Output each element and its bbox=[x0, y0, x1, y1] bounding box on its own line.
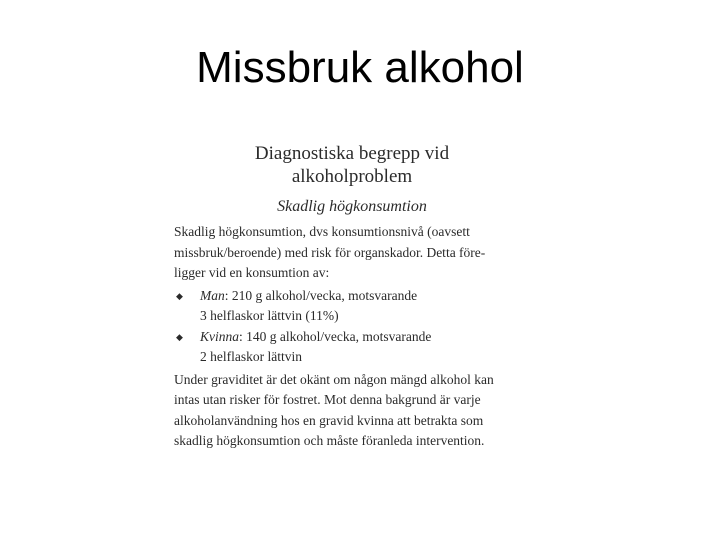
excerpt-subheading: Skadlig högkonsumtion bbox=[277, 198, 427, 215]
paragraph-line: skadlig högkonsumtion och måste föranleda intervention. bbox=[174, 433, 485, 448]
bullet-term: Man bbox=[200, 287, 225, 303]
excerpt-heading-line: Diagnostiska begrepp vid bbox=[254, 143, 450, 164]
paragraph-line: intas utan risker för fostret. Mot denna bakgrund är varje bbox=[174, 392, 481, 407]
list-item-man bbox=[174, 286, 530, 327]
bullet-line: 2 helflaskor lättvin bbox=[200, 349, 302, 364]
bullet-text: : 140 g alkohol/vecka, motsvarande bbox=[239, 328, 432, 344]
paragraph-line: Skadlig högkonsumtion, dvs konsumtionsnivå (oavsett bbox=[174, 224, 470, 239]
diamond-bullet-icon: ◆ bbox=[176, 290, 183, 301]
excerpt-heading bbox=[174, 142, 530, 188]
consumption-list bbox=[174, 286, 530, 368]
bullet-line: 3 helflaskor lättvin (11%) bbox=[200, 308, 339, 323]
list-item-kvinna bbox=[174, 327, 530, 368]
bullet-line bbox=[200, 286, 530, 307]
closing-paragraph bbox=[174, 370, 530, 452]
slide-title: Missbruk alkohol bbox=[196, 43, 524, 92]
diamond-bullet-icon: ◆ bbox=[176, 331, 183, 342]
bullet-text: : 210 g alkohol/vecka, motsvarande bbox=[224, 287, 418, 303]
intro-paragraph bbox=[174, 222, 530, 284]
bullet-term: Kvinna bbox=[200, 328, 239, 344]
bullet-line bbox=[200, 327, 530, 348]
document-excerpt bbox=[174, 142, 530, 452]
paragraph-line: alkoholanvändning hos en gravid kvinna att betrakta som bbox=[174, 412, 484, 428]
paragraph-line: Under graviditet är det okänt om någon mängd alkohol kan bbox=[174, 371, 494, 387]
excerpt-heading-line: alkoholproblem bbox=[291, 166, 413, 187]
paragraph-line: missbruk/beroende) med risk för organskador. Detta före- bbox=[174, 244, 486, 260]
paragraph-line: ligger vid en konsumtion av: bbox=[174, 265, 330, 280]
